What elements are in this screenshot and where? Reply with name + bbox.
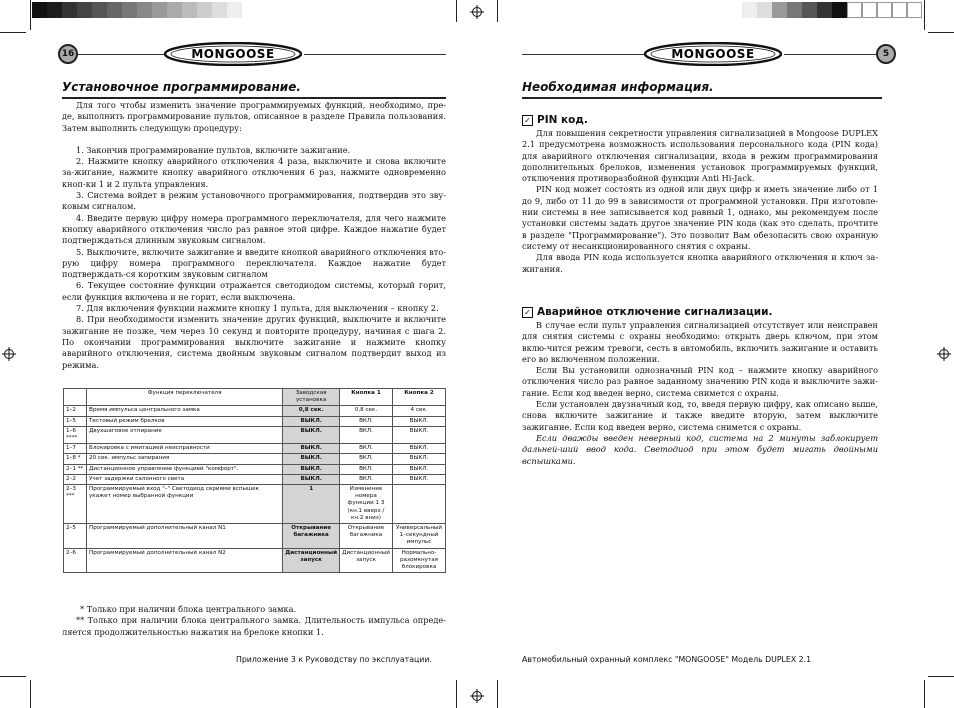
paragraph: В случае если пульт управления сигнализацией отсутствует или неисправен для снятия системы с охраны необходимо: открыть дверь ключом, при этом вклю-чится режим тревоги, сесть в автомобиль, включить зажигание и оставить его во включенном положении. bbox=[522, 320, 878, 364]
switch-number: 2–3 *** bbox=[64, 485, 87, 524]
table-row bbox=[64, 548, 446, 573]
setting-value: Нормально-разомкнутая блокировка bbox=[393, 548, 446, 573]
table-row bbox=[64, 474, 446, 484]
function-name: Учет задержки салонного света bbox=[87, 474, 283, 484]
table-row bbox=[64, 524, 446, 549]
switch-number: 1–2 bbox=[64, 406, 87, 416]
table-row bbox=[64, 426, 446, 443]
crop-mark bbox=[497, 0, 498, 22]
checkbox-icon: ✓ bbox=[522, 115, 533, 126]
crop-mark bbox=[497, 680, 498, 708]
title-rule bbox=[62, 97, 446, 99]
setting-value: ВЫКЛ. bbox=[283, 444, 340, 454]
function-name: Программируемый вход "–" Светодиод сериями вспышек укажет номер выбранной функции bbox=[87, 485, 283, 524]
setting-value: ВЫКЛ. bbox=[283, 416, 340, 426]
function-name: Тестовый режим брелков bbox=[87, 416, 283, 426]
function-name: Двухшаговое отпирание bbox=[87, 426, 283, 443]
function-name: Программируемый дополнительный канал N2 bbox=[87, 548, 283, 573]
left-title: Установочное программирование. bbox=[62, 80, 301, 94]
table-header-row bbox=[64, 389, 446, 406]
step: 2. Нажмите кнопку аварийного отключения 4 раза, выключите и снова включите за-жигание, нажмите кнопку аварийного отключения 6 раз, нажмите одновременно кноп-ки 1 и 2 пульта управления. bbox=[62, 156, 446, 189]
setting-value: ВЫКЛ. bbox=[283, 464, 340, 474]
step: 5. Выключите, включите зажигание и введите кнопкой аварийного отключения вто-рую цифру номера программного переключателя. Каждое нажатие будет подтверждать-ся коротким звуковым сигналом bbox=[62, 246, 446, 280]
crop-mark bbox=[924, 0, 925, 30]
switch-number: 1–6 **** bbox=[64, 426, 87, 443]
function-name: Блокировка с имитацией неисправности bbox=[87, 444, 283, 454]
alarm-body bbox=[522, 320, 878, 467]
setting-value: 1 bbox=[283, 485, 340, 524]
switch-number: 1–8 * bbox=[64, 454, 87, 464]
setting-value: ВЫКЛ. bbox=[393, 444, 446, 454]
setting-value: Универсальный 1–секундный импульс bbox=[393, 524, 446, 549]
pin-heading-text: PIN код. bbox=[537, 114, 588, 126]
registration-mark-icon bbox=[470, 5, 484, 19]
header-rule bbox=[522, 54, 644, 55]
switch-number: 2–2 bbox=[64, 474, 87, 484]
alarm-heading bbox=[522, 306, 773, 318]
title-rule bbox=[522, 97, 882, 99]
crop-mark bbox=[928, 32, 954, 33]
registration-mark-icon bbox=[937, 347, 951, 361]
left-footer: Приложение 3 к Руководству по эксплуатации. bbox=[236, 655, 432, 664]
setting-value: ВКЛ. bbox=[340, 426, 393, 443]
switch-number: 2–1 ** bbox=[64, 464, 87, 474]
step: 7. Для включения функции нажмите кнопку 1 пульта, для выключения – кнопку 2. bbox=[76, 303, 439, 314]
paragraph: PIN код может состоять из одной или двух цифр и иметь значение либо от 1 до 9, либо от 11 до 99 в зависимости от программной установки. При изготовле-нии системы в нее записывается код равный 1, однако, мы рекомендуем после установки системы задать другое значение PIN кода (как это сделать, прочтите в разделе "Программирование"). Это позволит Вам обезопасить свою охранную систему от несанкционированного снятия с охраны. bbox=[522, 184, 878, 251]
setting-value: ВЫКЛ. bbox=[283, 454, 340, 464]
setting-value: 0,8 сек. bbox=[340, 406, 393, 416]
step: 3. Система войдет в режим установочного программирования, подтвердив это зву-ковым сигналом. bbox=[62, 190, 446, 212]
table-row bbox=[64, 444, 446, 454]
table-row bbox=[64, 485, 446, 524]
step: 8. При необходимости изменить значение других функций, выключите и включите зажигание не позже, чем через 10 секунд и повторите процедуру, начиная с шага 2. По окончании программирования выключите зажигание и нажмите кнопку аварийного отключения, система двойным звуковым сигналом подтвердит выход из режима. bbox=[62, 314, 446, 370]
table-row bbox=[64, 454, 446, 464]
step: 1. Закончив программирование пультов, включите зажигание. bbox=[76, 144, 351, 155]
svg-text:MONGOOSE: MONGOOSE bbox=[671, 47, 755, 61]
pin-heading bbox=[522, 114, 588, 126]
function-name: Время импульса центрального замка bbox=[87, 406, 283, 416]
setting-value: Дистанционный запуск bbox=[283, 548, 340, 573]
left-page bbox=[18, 40, 448, 690]
setting-value: ВЫКЛ. bbox=[283, 426, 340, 443]
step: 4. Введите первую цифру номера программного переключателя, для чего нажмите кнопку аварийного отключения число раз равное этой цифре. Каждое нажатие будет подтверждаться длинным звуковым сигналом. bbox=[62, 212, 446, 246]
pin-body bbox=[522, 128, 878, 275]
right-title: Необходимая информация. bbox=[522, 80, 714, 94]
column-header: Кнопка 1 bbox=[340, 389, 393, 406]
registration-mark-icon bbox=[470, 689, 484, 703]
table-row bbox=[64, 464, 446, 474]
warning-paragraph: Если дважды введен неверный код, система на 2 минуты заблокирует дальней-ший ввод кода. Светодиод при этом будет мигать двойными вспышками. bbox=[522, 432, 878, 466]
setting-value: ВЫКЛ. bbox=[393, 474, 446, 484]
setting-value: ВКЛ. bbox=[340, 464, 393, 474]
table-row bbox=[64, 406, 446, 416]
programming-table bbox=[63, 388, 446, 573]
setting-value: ВЫКЛ. bbox=[393, 416, 446, 426]
svg-text:MONGOOSE: MONGOOSE bbox=[191, 47, 275, 61]
color-bar-right bbox=[742, 2, 922, 18]
switch-number: 2–6 bbox=[64, 548, 87, 573]
setting-value: Открывание багажника bbox=[340, 524, 393, 549]
header-rule bbox=[304, 54, 446, 55]
setting-value: Дистанционный запуск bbox=[340, 548, 393, 573]
step: 6. Текущее состояние функции отражается светодиодом системы, который горит, если функция включена и не горит, если выключена. bbox=[62, 280, 446, 302]
switch-number: 1–7 bbox=[64, 444, 87, 454]
page-number: 5 bbox=[876, 44, 896, 64]
header-rule bbox=[784, 54, 880, 55]
footnote: * Только при наличии блока центрального замка. bbox=[80, 604, 297, 614]
setting-value: ВЫКЛ. bbox=[393, 464, 446, 474]
table-row bbox=[64, 416, 446, 426]
function-name: Дистанционное управление функцией "комфорт". bbox=[87, 464, 283, 474]
setting-value: 0,8 сек. bbox=[283, 406, 340, 416]
function-name: Программируемый дополнительный канал N1 bbox=[87, 524, 283, 549]
switch-number: 2–5 bbox=[64, 524, 87, 549]
setting-value: ВКЛ. bbox=[340, 444, 393, 454]
column-header: Функция переключателя bbox=[87, 389, 283, 406]
paragraph: Если Вы установили однозначный PIN код – нажмите кнопку аварийного отключения число раз равное заданному значению PIN кода и выключите зажи-гание. Если код введен верно, система снимется с охраны. bbox=[522, 365, 878, 398]
column-header: Кнопка 2 bbox=[393, 389, 446, 406]
function-name: 20 сек. импульс запирания bbox=[87, 454, 283, 464]
right-footer: Автомобильный охранный комплекс "MONGOOSE" Модель DUPLEX 2.1 bbox=[522, 655, 812, 664]
crop-mark bbox=[456, 0, 457, 22]
setting-value: ВКЛ. bbox=[340, 454, 393, 464]
setting-value: ВЫКЛ. bbox=[393, 426, 446, 443]
switch-number: 1–5 bbox=[64, 416, 87, 426]
column-header bbox=[64, 389, 87, 406]
crop-mark bbox=[30, 0, 31, 30]
setting-value bbox=[393, 485, 446, 524]
intro-paragraph: Для того чтобы изменить значение программируемых функций, необходимо, пре-де, выполнить программирование пультов, описанное в разделе Правила пользования. Затем выполнить следующую процедуру: bbox=[62, 100, 446, 133]
crop-mark bbox=[0, 32, 26, 33]
mongoose-logo bbox=[163, 42, 303, 66]
setting-value: ВЫКЛ. bbox=[393, 454, 446, 464]
setting-value: Открывание багажника bbox=[283, 524, 340, 549]
setting-value: ВКЛ. bbox=[340, 416, 393, 426]
registration-mark-icon bbox=[2, 347, 16, 361]
right-page bbox=[506, 40, 936, 690]
paragraph: Если установлен двузначный код, то, введя первую цифру, как описано выше, снова включите зажигание и также введите вторую, затем выключите зажигание. Если код введен верно, система снимется с охраны. bbox=[522, 399, 878, 432]
footnotes bbox=[62, 604, 446, 638]
mongoose-logo bbox=[643, 42, 783, 66]
setting-value: ВЫКЛ. bbox=[283, 474, 340, 484]
checkbox-icon: ✓ bbox=[522, 307, 533, 318]
paragraph: Для ввода PIN кода используется кнопка аварийного отключения и ключ за-жигания. bbox=[522, 252, 878, 274]
setting-value: ВКЛ. bbox=[340, 474, 393, 484]
setting-value: 4 сек. bbox=[393, 406, 446, 416]
color-bar-left bbox=[32, 2, 242, 18]
crop-mark bbox=[456, 680, 457, 708]
footnote: ** Только при наличии блока центрального замка. Длительность импульса опреде-ляется продолжительностью нажатия на брелоке кнопки 1. bbox=[62, 615, 446, 637]
alarm-heading-text: Аварийное отключение сигнализации. bbox=[537, 306, 773, 318]
page-number: 16 bbox=[58, 44, 78, 64]
column-header: Заводская установка bbox=[283, 389, 340, 406]
setting-value: Изменение номера функции 1 3 (кн.1 вверх / кн.2 вниз) bbox=[340, 485, 393, 524]
left-body bbox=[62, 100, 446, 371]
paragraph: Для повышения секретности управления сигнализацией в Mongoose DUPLEX 2.1 предусмотрена возможность использования персонального кода (PIN кода) для аварийного отключения сигнализации, входа в режим программирования дополнительных брелоков, изменения установок программируемых функций, отключения противоразбойной функции Anti Hi-Jack. bbox=[522, 128, 878, 184]
